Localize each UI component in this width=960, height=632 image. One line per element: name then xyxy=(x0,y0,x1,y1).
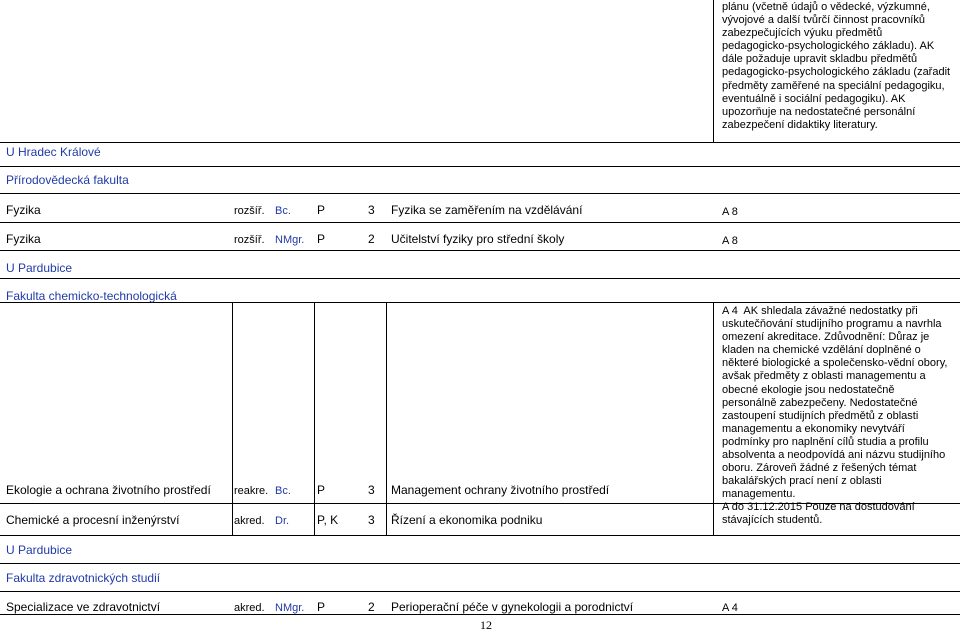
study-field: Fyzika se zaměřením na vzdělávání xyxy=(391,203,583,217)
page-number: 12 xyxy=(480,618,492,632)
faculty-heading: Fakulta chemicko-technologická xyxy=(6,289,177,303)
row-divider xyxy=(0,222,960,223)
row-divider xyxy=(0,250,960,251)
program-name: Fyzika xyxy=(6,232,41,246)
evaluation-result: A 8 xyxy=(722,206,738,218)
program-name: Ekologie a ochrana životního prostředí xyxy=(6,483,211,497)
column-divider xyxy=(386,302,387,535)
university-heading: U Hradec Králové xyxy=(6,145,101,159)
degree-level: NMgr. xyxy=(275,602,305,614)
row-divider xyxy=(0,193,960,194)
program-name: Fyzika xyxy=(6,203,41,217)
study-years: 2 xyxy=(368,600,375,614)
action-type: akred. xyxy=(234,515,265,527)
column-divider xyxy=(314,302,315,535)
row-divider xyxy=(0,563,960,564)
study-field: Řízení a ekonomika podniku xyxy=(391,513,543,527)
row-divider xyxy=(0,142,960,143)
degree-level: Dr. xyxy=(275,515,290,527)
row-divider xyxy=(0,614,960,615)
evaluation-result: A 4 xyxy=(722,305,738,317)
study-form: P xyxy=(317,232,326,246)
evaluation-note-chemistry: A 4 AK shledala závažné nedostatky při uskutečňování studijního programu a navrhla omezení akreditace. Zdůvodnění: Důraz je kladen na chemické vzdělání doplněné o některé biologické a společensko-vědní obory, avšak předměty z oblasti managementu a obecné ekologie jsou nedostatečně personálně zabezpečeny. Nedostatečné zastoupení studijních předmětů z oblasti managementu a ekonomiky nevytváří podmínky pro naplnění cílů studia a profilu absolventa a neodpovídá ani názvu studijního oboru. Zároveň žádné z řešených témat bakalářských prací není z oblasti managementu. xyxy=(722,305,948,501)
study-field: Management ochrany životního prostředí xyxy=(391,483,610,497)
action-type: reakre. xyxy=(234,485,269,497)
study-years: 2 xyxy=(368,232,375,246)
study-years: 3 xyxy=(368,513,375,527)
action-type: rozšíř. xyxy=(234,234,265,246)
faculty-heading: Fakulta zdravotnických studií xyxy=(6,571,161,585)
evaluation-result: A 4 xyxy=(722,602,738,614)
column-divider xyxy=(232,302,233,535)
action-type: rozšíř. xyxy=(234,205,265,217)
study-field: Učitelství fyziky pro střední školy xyxy=(391,232,565,246)
study-form: P xyxy=(317,600,326,614)
evaluation-note-top: plánu (včetně údajů o vědecké, výzkumné, vývojové a další tvůrčí činnost pracovníků zabezpečujících výuku předmětů pedagogicko-psychologického základu). AK dále požaduje upravit skladbu předmětů pedagogicko-psychologického základu (zařadit předměty zaměřené na speciální pedagogiku, eventuálně i sociální pedagogiku). AK upozorňuje na nedostatečné personální zabezpečení didaktiky literatury. xyxy=(722,1,951,131)
row-divider xyxy=(0,278,960,279)
row-divider xyxy=(0,591,960,592)
degree-level: Bc. xyxy=(275,205,291,217)
row-divider xyxy=(0,535,960,536)
faculty-heading: Přírodovědecká fakulta xyxy=(6,173,129,187)
university-heading: U Pardubice xyxy=(6,261,73,275)
column-divider xyxy=(713,0,714,142)
program-name: Chemické a procesní inženýrství xyxy=(6,513,180,527)
study-form: P, K xyxy=(317,513,339,527)
study-form: P xyxy=(317,203,326,217)
column-divider xyxy=(713,302,714,535)
study-years: 3 xyxy=(368,203,375,217)
study-years: 3 xyxy=(368,483,375,497)
study-form: P xyxy=(317,483,326,497)
study-field: Perioperační péče v gynekologii a porodnictví xyxy=(391,600,634,614)
row-divider xyxy=(0,166,960,167)
university-heading: U Pardubice xyxy=(6,543,73,557)
evaluation-note-extra: A do 31.12.2015 Pouze na dostudování stávajících studentů. xyxy=(722,501,915,527)
program-name: Specializace ve zdravotnictví xyxy=(6,600,161,614)
evaluation-result: A 8 xyxy=(722,235,738,247)
degree-level: NMgr. xyxy=(275,234,305,246)
action-type: akred. xyxy=(234,602,265,614)
degree-level: Bc. xyxy=(275,485,291,497)
